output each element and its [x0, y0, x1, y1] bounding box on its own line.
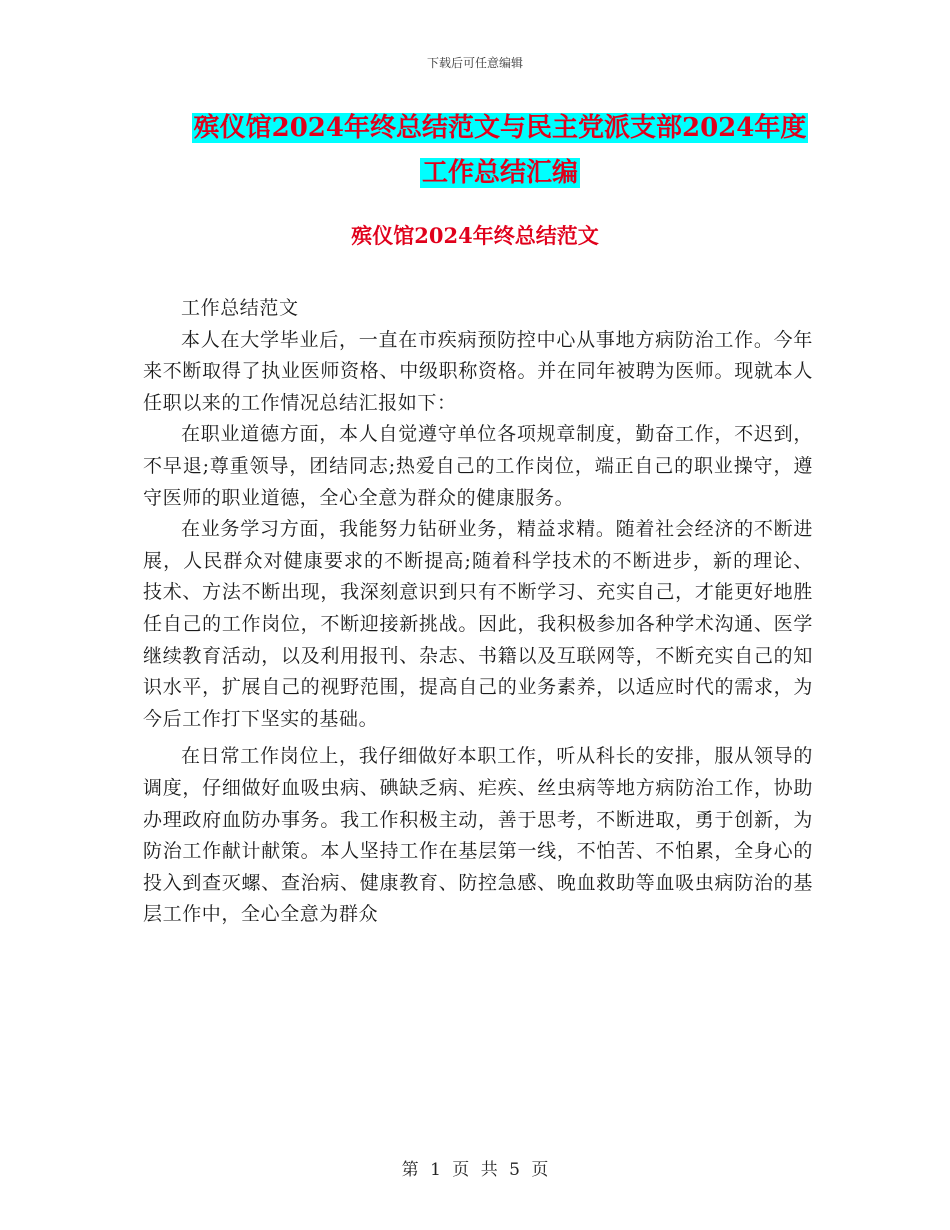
- paragraph: 在职业道德方面，本人自觉遵守单位各项规章制度，勤奋工作，不迟到，不早退;尊重领导，团结同志;热爱自己的工作岗位，端正自己的职业操守，遵守医师的职业道德，全心全意为群众的健康服务。: [143, 423, 813, 509]
- section-title: 殡仪馆2024年终总结范文: [351, 223, 599, 248]
- document-body: [143, 293, 813, 931]
- header-note: 下载后可任意编辑: [426, 56, 523, 70]
- document-title: [140, 106, 860, 196]
- paragraph: 工作总结范文: [181, 297, 299, 319]
- page-footer: 第 1 页 共 5 页: [401, 1160, 549, 1180]
- title-line-1: 殡仪馆2024年终总结范文与民主党派支部2024年度: [193, 113, 807, 143]
- paragraph: 在业务学习方面，我能努力钻研业务，精益求精。随着社会经济的不断进展，人民群众对健康要求的不断提高;随着科学技术的不断进步，新的理论、技术、方法不断出现，我深刻意识到只有不断学习、充实自己，才能更好地胜任自己的工作岗位，不断迎接新挑战。因此，我积极参加各种学术沟通、医学继续教育活动，以及利用报刊、杂志、书籍以及互联网等，不断充实自己的知识水平，扩展自己的视野范围，提高自己的业务素养，以适应时代的需求，为今后工作打下坚实的基础。: [143, 518, 813, 730]
- title-line-2: 工作总结汇编: [421, 158, 578, 188]
- paragraph: 在日常工作岗位上，我仔细做好本职工作，听从科长的安排，服从领导的调度，仔细做好血吸虫病、碘缺乏病、疟疾、丝虫病等地方病防治工作，协助办理政府血防办事务。我工作积极主动，善于思考，不断进取，勇于创新，为防治工作献计献策。本人坚持工作在基层第一线，不怕苦、不怕累，全身心的投入到查灭螺、查治病、健康教育、防控急感、晚血救助等血吸虫病防治的基层工作中，全心全意为群众: [143, 745, 813, 926]
- paragraph: 本人在大学毕业后，一直在市疾病预防控中心从事地方病防治工作。今年来不断取得了执业医师资格、中级职称资格。并在同年被聘为医师。现就本人任职以来的工作情况总结汇报如下：: [143, 328, 813, 414]
